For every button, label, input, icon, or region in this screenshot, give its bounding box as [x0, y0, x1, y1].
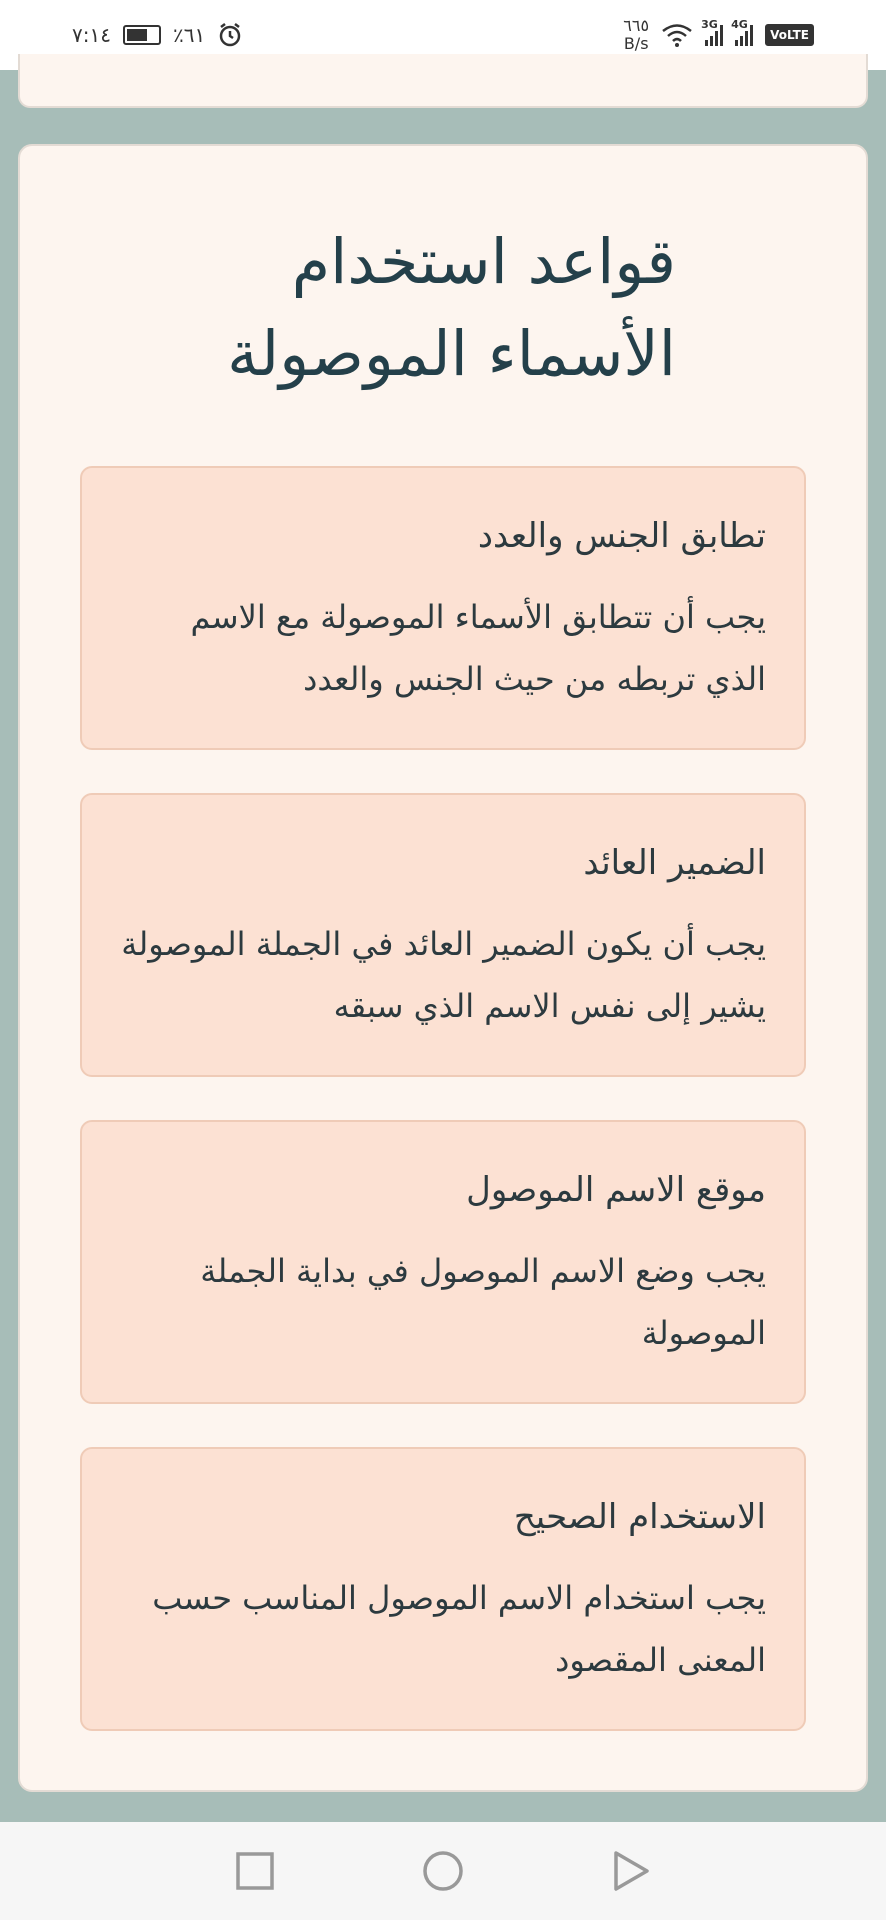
section-title: قواعد استخدام الأسماء الموصولة — [227, 225, 676, 390]
status-left — [72, 22, 243, 48]
network-speed-value: ٦٦٥ — [623, 16, 650, 35]
rule-description: يجب أن تتطابق الأسماء الموصولة مع الاسم الذي تربطه من حيث الجنس والعدد — [190, 598, 766, 698]
signal-icon-2 — [731, 18, 753, 46]
rule-card-position — [80, 1120, 806, 1404]
clock: ٧:١٤ — [72, 23, 111, 47]
signal-tag-1: 3G — [701, 18, 718, 31]
previous-card — [18, 54, 868, 108]
wifi-icon — [661, 23, 693, 47]
square-icon — [235, 1851, 275, 1891]
rule-title: الضمير العائد — [583, 843, 766, 883]
battery-percent: ٪٦١ — [172, 23, 206, 47]
rule-card-correct-usage — [80, 1447, 806, 1731]
status-right — [623, 17, 814, 53]
back-button[interactable] — [606, 1846, 656, 1896]
recents-button[interactable] — [230, 1846, 280, 1896]
rule-title: موقع الاسم الموصول — [466, 1170, 766, 1210]
navigation-bar — [0, 1822, 886, 1920]
circle-icon — [421, 1849, 465, 1893]
rule-title: الاستخدام الصحيح — [513, 1497, 766, 1537]
rule-description: يجب أن يكون الضمير العائد في الجملة الموصولة يشير إلى نفس الاسم الذي سبقه — [121, 925, 766, 1025]
signal-icon-1 — [701, 18, 723, 46]
rule-title: تطابق الجنس والعدد — [477, 516, 766, 556]
signal-tag-2: 4G — [731, 18, 748, 31]
rule-card-gender-number — [80, 466, 806, 750]
battery-icon — [123, 25, 161, 45]
rule-description: يجب وضع الاسم الموصول في بداية الجملة الموصولة — [200, 1252, 766, 1352]
rule-card-returning-pronoun — [80, 793, 806, 1077]
home-button[interactable] — [418, 1846, 468, 1896]
alarm-icon — [217, 22, 243, 48]
network-speed-unit: B/s — [623, 34, 649, 53]
network-speed — [623, 17, 649, 53]
rules-card — [18, 144, 868, 1792]
rule-description: يجب استخدام الاسم الموصول المناسب حسب المعنى المقصود — [152, 1579, 766, 1679]
volte-icon: VoLTE — [765, 24, 814, 46]
triangle-play-icon — [611, 1849, 651, 1893]
